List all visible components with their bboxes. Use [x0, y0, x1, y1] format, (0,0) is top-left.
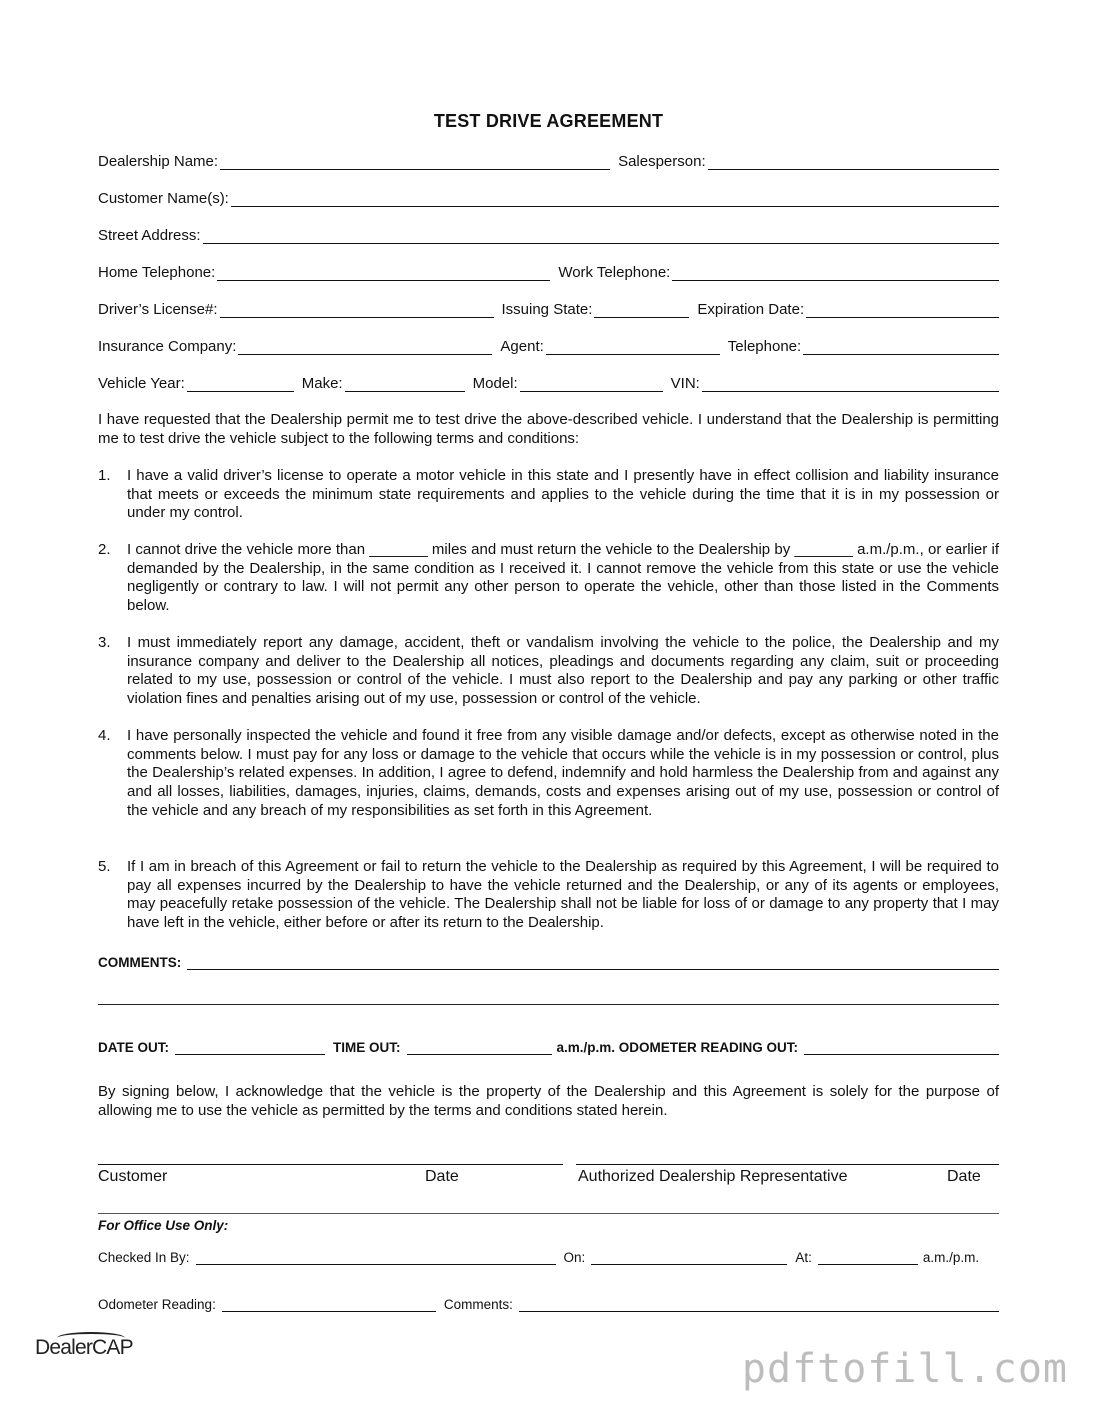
term-5 — [98, 858, 999, 933]
customer-names-field[interactable] — [231, 191, 999, 207]
street-address-label: Street Address: — [98, 227, 201, 244]
term-number: 2. — [98, 541, 111, 558]
row-checked-in — [98, 1245, 999, 1265]
office-use-heading: For Office Use Only: — [98, 1218, 229, 1233]
row-address — [98, 224, 999, 244]
customer-signature-label: Customer — [98, 1168, 168, 1185]
row-insurance — [98, 335, 999, 355]
term-number: 1. — [98, 467, 111, 484]
date-out-field[interactable] — [175, 1039, 325, 1055]
vin-field[interactable] — [702, 376, 999, 392]
work-telephone-field[interactable] — [672, 265, 999, 281]
term-number: 5. — [98, 858, 111, 875]
dealercap-logo — [35, 1336, 133, 1360]
expiration-date-label: Expiration Date: — [697, 301, 805, 318]
ampm-label: a.m./p.m. — [922, 1250, 980, 1265]
document-title: TEST DRIVE AGREEMENT — [433, 111, 664, 131]
term-1 — [98, 467, 999, 523]
representative-signature-line[interactable] — [576, 1164, 999, 1165]
agent-label: Agent: — [500, 338, 544, 355]
street-address-field[interactable] — [203, 228, 999, 244]
customer-signature-line[interactable] — [98, 1164, 563, 1165]
watermark: pdftofill.com — [741, 1346, 1068, 1392]
term-text: I have a valid driver’s license to operate a motor vehicle in this state and I presently have in effect collision and liability insurance that meets or exceeds the minimum state requirements and applies to the vehicle during the time that it is in my possession or under my control. — [127, 467, 999, 522]
at-field[interactable] — [818, 1249, 918, 1265]
odometer-out-label: a.m./p.m. ODOMETER READING OUT: — [556, 1040, 799, 1055]
drivers-license-label: Driver’s License#: — [98, 301, 218, 318]
representative-signature-label: Authorized Dealership Representative — [578, 1168, 848, 1185]
salesperson-field[interactable] — [708, 154, 999, 170]
issuing-state-field[interactable] — [594, 302, 689, 318]
term-number: 4. — [98, 727, 111, 744]
comments-line-2[interactable] — [98, 1004, 999, 1005]
date-out-label: DATE OUT: — [98, 1040, 169, 1055]
term-4 — [98, 727, 999, 821]
telephone-label: Telephone: — [727, 338, 802, 355]
odometer-reading-field[interactable] — [222, 1296, 436, 1312]
drivers-license-field[interactable] — [220, 302, 494, 318]
time-out-field[interactable] — [407, 1039, 552, 1055]
issuing-state-label: Issuing State: — [501, 301, 593, 318]
term-text: I must immediately report any damage, accident, theft or vandalism involving the vehicle to the police, the Dealership and my insurance company and deliver to the Dealership all notices, pleadings and documents regarding any claim, suit or proceeding related to my use, possession or control of the vehicle. I must also report to the Dealership and pay any parking or other traffic violation fines and penalties arising out of my use, possession or control of the vehicle. — [127, 634, 999, 708]
term-number: 3. — [98, 634, 111, 651]
work-telephone-label: Work Telephone: — [558, 264, 671, 281]
model-field[interactable] — [520, 376, 663, 392]
row-dealership — [98, 150, 999, 170]
on-field[interactable] — [591, 1249, 787, 1265]
agent-field[interactable] — [546, 339, 720, 355]
at-label: At: — [795, 1250, 812, 1265]
insurance-company-field[interactable] — [238, 339, 492, 355]
vin-label: VIN: — [670, 375, 700, 392]
row-telephones — [98, 261, 999, 281]
checked-in-by-label: Checked In By: — [98, 1250, 190, 1265]
office-comments-label: Comments: — [443, 1297, 513, 1312]
comments-field[interactable] — [187, 954, 999, 970]
vehicle-year-label: Vehicle Year: — [98, 375, 185, 392]
vehicle-year-field[interactable] — [187, 376, 294, 392]
customer-names-label: Customer Name(s): — [98, 190, 229, 207]
row-comments — [98, 950, 999, 970]
time-out-label: TIME OUT: — [333, 1040, 401, 1055]
make-field[interactable] — [345, 376, 465, 392]
office-divider — [98, 1213, 999, 1214]
acknowledgement-paragraph: By signing below, I acknowledge that the vehicle is the property of the Dealership and this Agreement is solely for the purpose of allowing me to use the vehicle as permitted by the terms and conditions stated herein. — [98, 1083, 999, 1119]
odometer-reading-label: Odometer Reading: — [98, 1297, 216, 1312]
row-odometer-reading — [98, 1292, 999, 1312]
logo-text: DealerCAP — [35, 1336, 133, 1359]
row-vehicle — [98, 372, 999, 392]
expiration-date-field[interactable] — [806, 302, 999, 318]
intro-paragraph: I have requested that the Dealership permit me to test drive the above-described vehicle. I understand that the Dealership is permitting me to test drive the vehicle subject to the following terms and conditions: — [98, 411, 999, 447]
term-text: I cannot drive the vehicle more than _______ miles and must return the vehicle to the Dealership by _______ a.m./p.m., or earlier if demanded by the Dealership, in the same condition as I received it. I cannot remove the vehicle from this state or use the vehicle negligently or contrary to law. I will not permit any other person to operate the vehicle, other than those listed in the Comments below. — [127, 541, 999, 615]
term-text: If I am in breach of this Agreement or fail to return the vehicle to the Dealership as required by this Agreement, I will be required to pay all expenses incurred by the Dealership to have the vehicle returned and the Dealership, or any of its agents or employees, may peacefully retake possession of the vehicle. The Dealership shall not be liable for loss of or damage to any property that I may have left in the vehicle, either before or after its return to the Dealership. — [127, 858, 999, 932]
checked-in-by-field[interactable] — [196, 1249, 556, 1265]
dealership-name-label: Dealership Name: — [98, 153, 219, 170]
term-text: I have personally inspected the vehicle and found it free from any visible damage and/or defects, except as otherwise noted in the comments below. I must pay for any loss or damage to the vehicle that occurs while the vehicle is in my possession or control, plus the Dealership’s related expenses. In addition, I agree to defend, indemnify and hold harmless the Dealership from and against any and all losses, liabilities, damages, injuries, claims, demands, costs and expenses arising out of my use, possession or control of the vehicle and any breach of my responsibilities as set forth in this Agreement. — [127, 727, 999, 819]
customer-date-label: Date — [425, 1168, 459, 1185]
comments-label: COMMENTS: — [98, 955, 182, 970]
row-license — [98, 298, 999, 318]
representative-date-label: Date — [947, 1168, 981, 1185]
office-comments-field[interactable] — [519, 1296, 999, 1312]
telephone-field[interactable] — [803, 339, 999, 355]
insurance-company-label: Insurance Company: — [98, 338, 237, 355]
row-customer — [98, 187, 999, 207]
home-telephone-label: Home Telephone: — [98, 264, 216, 281]
row-date-time-out — [98, 1035, 999, 1055]
salesperson-label: Salesperson: — [618, 153, 706, 170]
term-3 — [98, 634, 999, 709]
model-label: Model: — [472, 375, 518, 392]
logo-arc — [57, 1332, 125, 1344]
odometer-out-field[interactable] — [804, 1039, 999, 1055]
dealership-name-field[interactable] — [220, 154, 610, 170]
term-2 — [98, 541, 999, 616]
make-label: Make: — [301, 375, 343, 392]
home-telephone-field[interactable] — [217, 265, 550, 281]
on-label: On: — [563, 1250, 586, 1265]
